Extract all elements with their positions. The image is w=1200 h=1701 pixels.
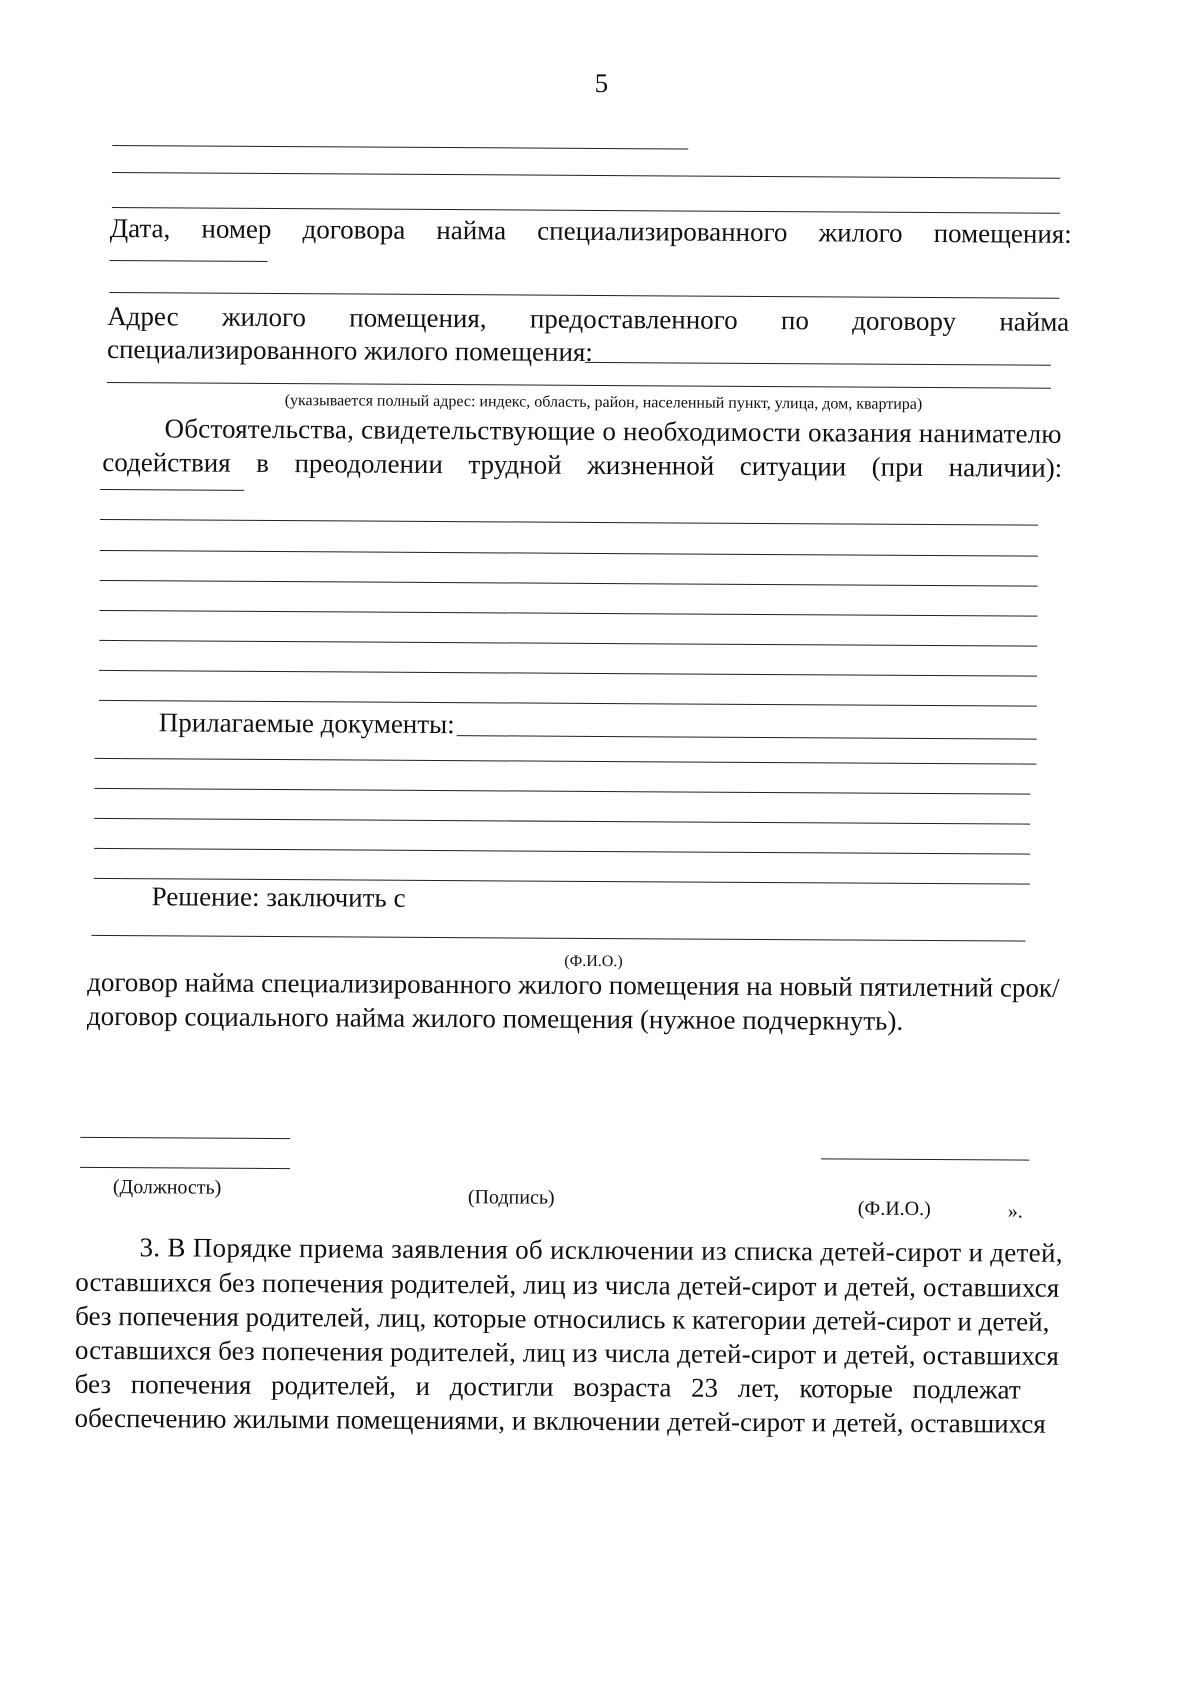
word: без — [74, 1368, 112, 1400]
word: (при — [871, 451, 924, 482]
word: Дата, — [109, 212, 171, 244]
blank-line[interactable] — [112, 145, 688, 150]
word: содействия — [102, 446, 231, 478]
word: помещения: — [933, 218, 1072, 249]
word: договору — [852, 305, 957, 337]
word: родителей, — [270, 1370, 396, 1401]
word: специализированного — [537, 215, 788, 248]
blank-line[interactable] — [457, 735, 1037, 740]
blank-line[interactable] — [99, 700, 1037, 707]
decision-fio-caption: (Ф.И.О.) — [564, 952, 623, 971]
address-label-line1 — [107, 300, 1070, 337]
decision-text-line1: договор найма специализированного жилого помещения на новый пятилетний срок/ — [87, 966, 1060, 1003]
section3-line3: без попечения родителей, лиц, которые относились к категории детей-сирот и детей, — [75, 1300, 1050, 1337]
word: предоставленного — [529, 303, 738, 335]
blank-line[interactable] — [110, 260, 268, 262]
fio-line[interactable] — [821, 1158, 1029, 1160]
word: которые — [799, 1373, 893, 1404]
blank-line[interactable] — [99, 670, 1037, 677]
fio-caption: (Ф.И.О.) — [857, 1197, 931, 1221]
word: лет, — [737, 1372, 780, 1404]
decision-label: Решение: заключить с — [151, 881, 406, 913]
blank-line[interactable] — [107, 382, 1051, 389]
blank-line[interactable] — [91, 935, 1025, 942]
word: найма — [436, 214, 507, 246]
blank-line[interactable] — [94, 848, 1030, 855]
word: найма — [999, 306, 1070, 337]
blank-line[interactable] — [99, 610, 1037, 617]
word: жилого — [221, 301, 307, 333]
word: по — [780, 305, 809, 336]
word: номер — [201, 213, 272, 244]
blank-line[interactable] — [99, 640, 1037, 647]
section3-line4: оставшихся без попечения родителей, лиц из числа детей-сирот и детей, оставшихся — [74, 1334, 1060, 1371]
address-note: (указывается полный адрес: индекс, область, район, населенный пункт, улица, дом, квартира) — [284, 392, 923, 413]
position-line[interactable] — [80, 1137, 290, 1139]
closing-quote: ». — [1007, 1200, 1023, 1223]
blank-line[interactable] — [109, 292, 1059, 299]
word: и — [415, 1370, 431, 1401]
word: преодолении — [294, 448, 443, 480]
section3-line6: обеспечению жилыми помещениями, и включении детей-сирот и детей, оставшихся — [74, 1402, 1046, 1439]
attached-documents-label: Прилагаемые документы: — [158, 707, 455, 740]
blank-line[interactable] — [112, 172, 1060, 179]
word: 23 — [691, 1372, 719, 1403]
word: подлежат — [912, 1373, 1021, 1405]
blank-line[interactable] — [100, 489, 244, 491]
word: в — [256, 447, 270, 478]
address-label-line2: специализированного жилого помещения: — [106, 333, 593, 367]
position-line[interactable] — [80, 1167, 290, 1169]
word: Адрес — [107, 300, 179, 332]
word: трудной — [468, 449, 562, 480]
section3-line1: 3. В Порядке приема заявления об исключении из списка детей-сирот и детей, — [139, 1232, 1063, 1268]
word: ситуации — [739, 450, 847, 482]
word: попечения — [130, 1369, 252, 1400]
word: наличии): — [948, 452, 1063, 483]
blank-line[interactable] — [100, 519, 1038, 526]
position-caption: (Должность) — [112, 1176, 222, 1199]
section3-line2: оставшихся без попечения родителей, лиц из числа детей-сирот и детей, оставшихся — [75, 1266, 1060, 1303]
contract-date-number-label — [109, 212, 1072, 249]
circumstances-label-line1: Обстоятельства, свидетельствующие о необходимости оказания нанимателю — [164, 413, 1062, 449]
word: достигли — [449, 1371, 554, 1402]
blank-line[interactable] — [95, 758, 1037, 765]
blank-line[interactable] — [112, 207, 1060, 214]
word: возраста — [573, 1371, 672, 1403]
word: жизненной — [587, 449, 715, 481]
blank-line[interactable] — [94, 788, 1030, 795]
word: договора — [302, 214, 406, 245]
blank-line[interactable] — [585, 362, 1051, 366]
blank-line[interactable] — [100, 550, 1038, 557]
page-number: 5 — [594, 67, 609, 99]
blank-line[interactable] — [100, 580, 1038, 587]
blank-line[interactable] — [94, 818, 1030, 825]
decision-text-line2: договор социального найма жилого помещения (нужное подчеркнуть). — [86, 1000, 904, 1036]
word: помещения, — [349, 302, 487, 334]
section3-line5 — [74, 1368, 1021, 1405]
word: жилого — [818, 217, 903, 248]
circumstances-label-line2 — [102, 446, 1063, 483]
signature-caption: (Подпись) — [467, 1186, 555, 1209]
